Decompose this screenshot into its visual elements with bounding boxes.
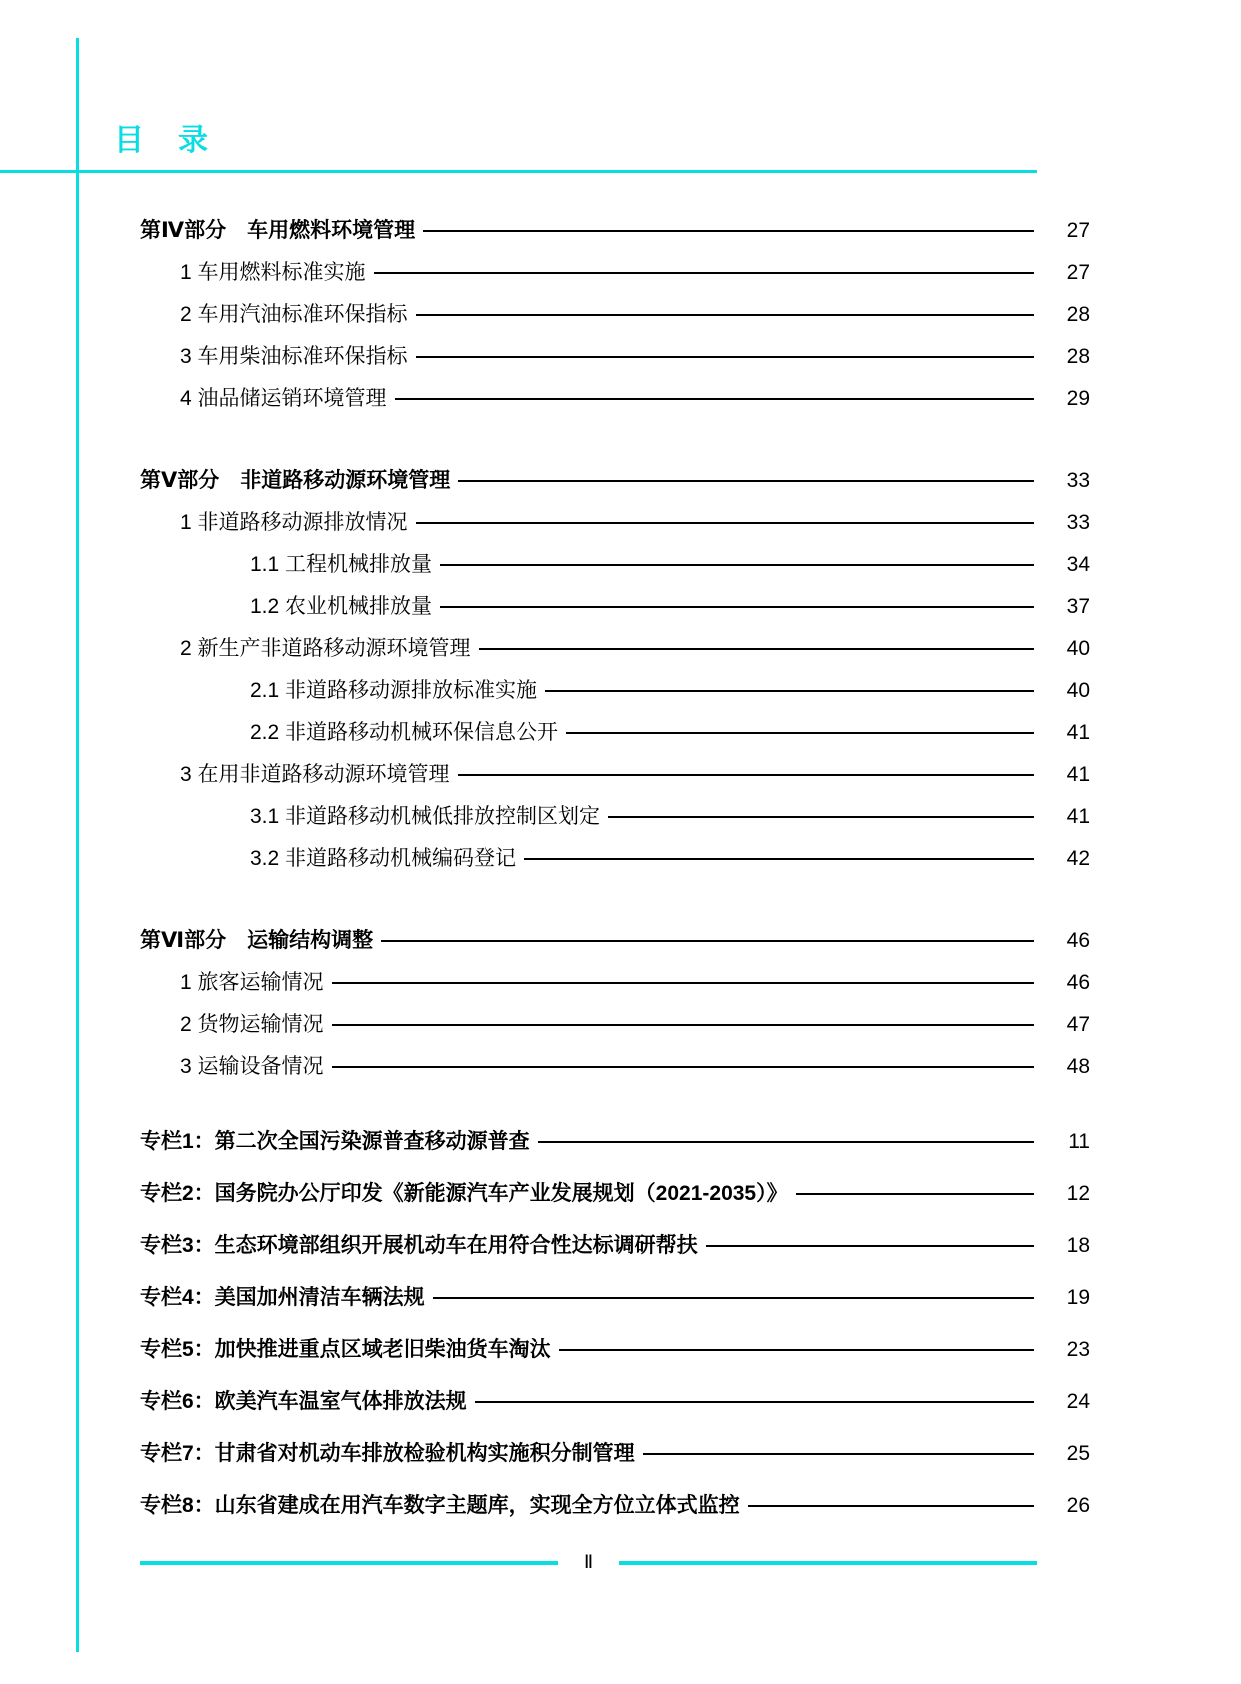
toc-leader-line (706, 1245, 1034, 1247)
header-rule-line (0, 170, 1037, 173)
toc-leader-line (374, 272, 1034, 274)
toc-entry[interactable] (140, 1003, 1090, 1045)
toc-entry-label: 2 新生产非道路移动源环境管理 (180, 636, 471, 660)
toc-page-number: 41 (1066, 804, 1090, 828)
toc-page-number: 28 (1066, 302, 1090, 326)
toc-entry-label: 专栏1：第二次全国污染源普查移动源普查 (140, 1129, 530, 1153)
toc-entry-label: 专栏3：生态环境部组织开展机动车在用符合性达标调研帮扶 (140, 1233, 698, 1257)
toc-leader-line (458, 480, 1034, 482)
toc-page-number: 48 (1066, 1054, 1090, 1078)
toc-leader-line (332, 982, 1034, 984)
toc-leader-line (416, 314, 1034, 316)
toc-leader-line (566, 732, 1034, 734)
toc-page-number: 25 (1066, 1441, 1090, 1465)
toc-entry-label: 专栏4：美国加州清洁车辆法规 (140, 1285, 425, 1309)
toc-page-number: 41 (1066, 720, 1090, 744)
toc-leader-line (608, 816, 1034, 818)
toc-entry-label: 3 车用柴油标准环保指标 (180, 344, 408, 368)
toc-entry-label: 专栏2：国务院办公厅印发《新能源汽车产业发展规划（2021-2035）》 (140, 1181, 788, 1205)
toc-list (140, 209, 1090, 1087)
toc-entry[interactable] (140, 1375, 1090, 1427)
toc-entry[interactable] (140, 919, 1090, 961)
toc-page-number: 40 (1066, 636, 1090, 660)
toc-entry-label: 专栏8：山东省建成在用汽车数字主题库，实现全方位立体式监控 (140, 1493, 740, 1517)
toc-page-number: 40 (1066, 678, 1090, 702)
toc-entry[interactable] (140, 961, 1090, 1003)
toc-entry[interactable] (140, 669, 1090, 711)
toc-entry-label: 2 货物运输情况 (180, 1012, 324, 1036)
toc-leader-line (423, 230, 1034, 232)
toc-page-number: 18 (1066, 1233, 1090, 1257)
toc-page-number: 41 (1066, 762, 1090, 786)
column-list (140, 1115, 1090, 1531)
toc-entry-label: 2 车用汽油标准环保指标 (180, 302, 408, 326)
toc-entry-label: 1.2 农业机械排放量 (250, 594, 433, 618)
toc-leader-line (440, 564, 1034, 566)
toc-entry[interactable] (140, 585, 1090, 627)
toc-entry-label: 第Ⅳ部分 车用燃料环境管理 (140, 218, 416, 242)
toc-page-number: 27 (1066, 260, 1090, 284)
toc-entry[interactable] (140, 753, 1090, 795)
toc-page-number: 34 (1066, 552, 1090, 576)
toc-leader-line (524, 858, 1034, 860)
toc-entry[interactable] (140, 1479, 1090, 1531)
toc-leader-line (381, 940, 1034, 942)
toc-entry[interactable] (140, 501, 1090, 543)
footer-rule-right (619, 1561, 1037, 1565)
table-of-contents (140, 209, 1090, 1531)
toc-entry-label: 2.1 非道路移动源排放标准实施 (250, 678, 538, 702)
toc-leader-line (545, 690, 1034, 692)
toc-entry[interactable] (140, 209, 1090, 251)
toc-entry-label: 3.1 非道路移动机械低排放控制区划定 (250, 804, 601, 828)
toc-entry-label: 专栏7：甘肃省对机动车排放检验机构实施积分制管理 (140, 1441, 635, 1465)
toc-entry[interactable] (140, 837, 1090, 879)
footer-page-number: Ⅱ (583, 1552, 594, 1573)
toc-leader-line (332, 1066, 1034, 1068)
toc-entry-label: 3 在用非道路移动源环境管理 (180, 762, 450, 786)
toc-page-number: 23 (1066, 1337, 1090, 1361)
toc-entry-label: 专栏5：加快推进重点区域老旧柴油货车淘汰 (140, 1337, 551, 1361)
toc-page-number: 24 (1066, 1389, 1090, 1413)
toc-leader-line (643, 1453, 1034, 1455)
toc-leader-line (479, 648, 1034, 650)
toc-page-number: 29 (1066, 386, 1090, 410)
toc-entry-label: 1.1 工程机械排放量 (250, 552, 433, 576)
toc-leader-line (440, 606, 1034, 608)
toc-leader-line (538, 1141, 1034, 1143)
toc-page-number: 37 (1066, 594, 1090, 618)
toc-page-number: 46 (1066, 928, 1090, 952)
toc-leader-line (559, 1349, 1034, 1351)
toc-entry-label: 1 车用燃料标准实施 (180, 260, 366, 284)
toc-leader-line (475, 1401, 1034, 1403)
toc-leader-line (796, 1193, 1034, 1195)
toc-entry[interactable] (140, 377, 1090, 419)
toc-page-number: 42 (1066, 846, 1090, 870)
toc-entry[interactable] (140, 1427, 1090, 1479)
toc-entry-label: 专栏6：欧美汽车温室气体排放法规 (140, 1389, 467, 1413)
toc-entry[interactable] (140, 1115, 1090, 1167)
toc-page-number: 19 (1066, 1285, 1090, 1309)
toc-page-number: 11 (1068, 1129, 1090, 1153)
toc-leader-line (416, 522, 1034, 524)
toc-entry[interactable] (140, 627, 1090, 669)
toc-leader-line (748, 1505, 1034, 1507)
toc-entry-label: 3.2 非道路移动机械编码登记 (250, 846, 517, 870)
toc-entry-label: 第Ⅵ部分 运输结构调整 (140, 928, 374, 952)
toc-leader-line (416, 356, 1034, 358)
toc-page-number: 26 (1066, 1493, 1090, 1517)
toc-entry-label: 1 旅客运输情况 (180, 970, 324, 994)
toc-page-number: 47 (1066, 1012, 1090, 1036)
toc-entry-label: 1 非道路移动源排放情况 (180, 510, 408, 534)
toc-entry[interactable] (140, 1219, 1090, 1271)
toc-entry[interactable] (140, 543, 1090, 585)
toc-leader-line (458, 774, 1034, 776)
toc-entry[interactable] (140, 1271, 1090, 1323)
toc-entry[interactable] (140, 1167, 1090, 1219)
footer-rule-left (140, 1561, 558, 1565)
toc-page-number: 33 (1066, 468, 1090, 492)
left-border-line (76, 38, 79, 1652)
toc-page-number: 33 (1066, 510, 1090, 534)
toc-page-number: 27 (1066, 218, 1090, 242)
toc-page-number: 46 (1066, 970, 1090, 994)
page-footer (140, 1553, 1037, 1572)
toc-leader-line (433, 1297, 1034, 1299)
toc-page-number: 28 (1066, 344, 1090, 368)
toc-entry-label: 第Ⅴ部分 非道路移动源环境管理 (140, 468, 451, 492)
toc-entry[interactable] (140, 1045, 1090, 1087)
toc-entry[interactable] (140, 293, 1090, 335)
toc-entry[interactable] (140, 711, 1090, 753)
page-title: 目 录 (114, 124, 210, 157)
toc-leader-line (395, 398, 1034, 400)
toc-entry-label: 3 运输设备情况 (180, 1054, 324, 1078)
toc-leader-line (332, 1024, 1034, 1026)
toc-entry[interactable] (140, 251, 1090, 293)
toc-entry[interactable] (140, 459, 1090, 501)
toc-entry[interactable] (140, 335, 1090, 377)
toc-entry-label: 4 油品储运销环境管理 (180, 386, 387, 410)
toc-entry[interactable] (140, 1323, 1090, 1375)
toc-entry-label: 2.2 非道路移动机械环保信息公开 (250, 720, 559, 744)
toc-entry[interactable] (140, 795, 1090, 837)
toc-page-number: 12 (1066, 1181, 1090, 1205)
